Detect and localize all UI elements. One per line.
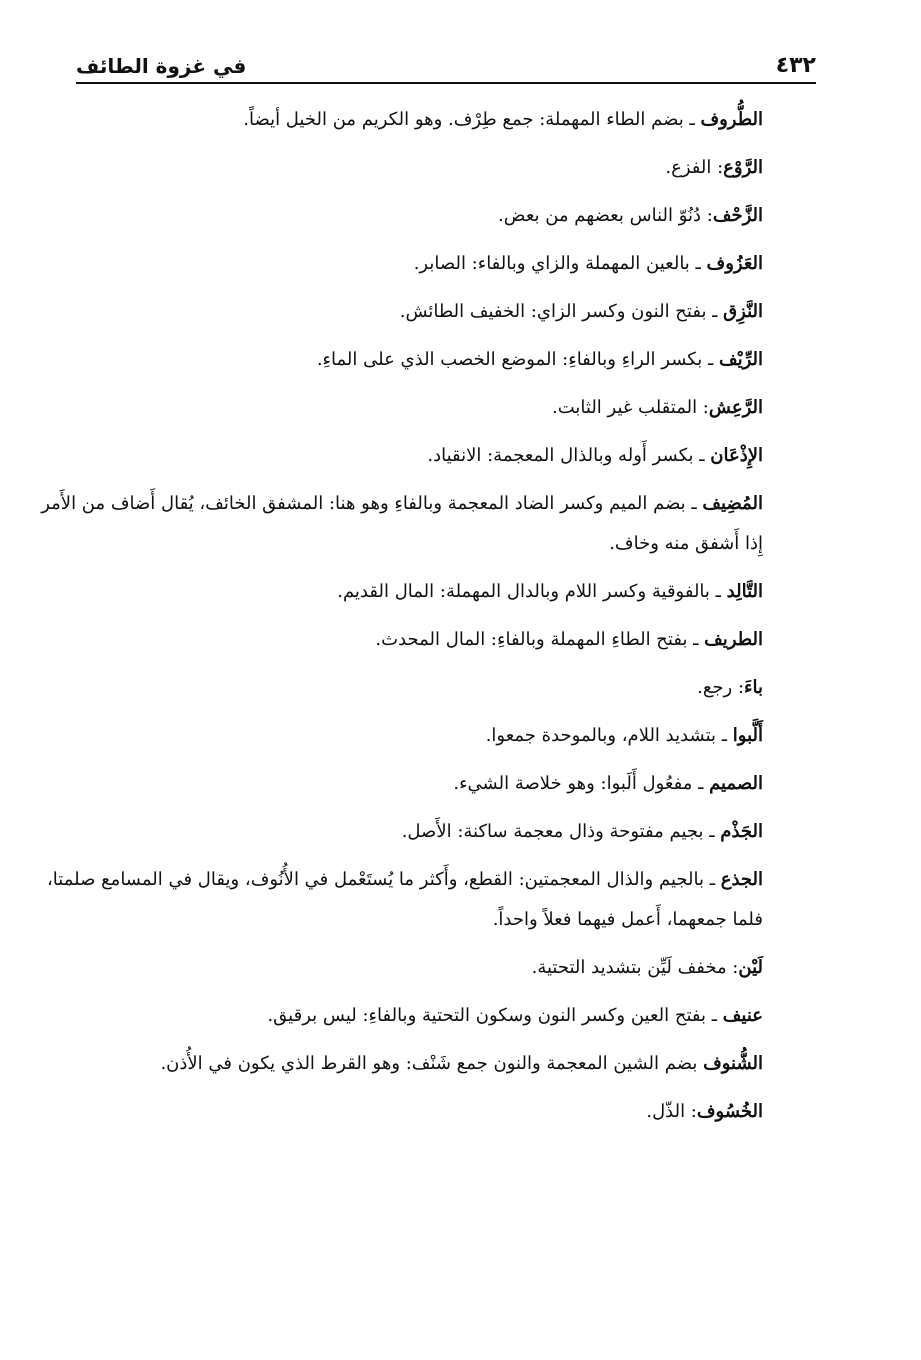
glossary-definition: ـ بفتح النون وكسر الزاي: الخفيف الطائش. <box>399 301 724 322</box>
glossary-definition: ـ بكسر أَوله وبالذال المعجمة: الانقياد. <box>427 445 711 466</box>
glossary-definition: : رجع. <box>697 677 745 698</box>
glossary-term: باءَ <box>744 677 763 698</box>
page-number: ٤٣٢ <box>775 53 816 78</box>
glossary-definition: : دُنُوّ الناس بعضهم من بعض. <box>498 205 713 226</box>
glossary-entry <box>73 288 763 336</box>
glossary-entry <box>73 240 763 288</box>
glossary-definition: بضم الشين المعجمة والنون جمع شَنْف: وهو القرط الذي يكون في الأُذن. <box>160 1053 704 1074</box>
glossary-definition: ـ بالجيم والذال المعجمتين: القطع، وأَكثر ما يُستَعْمل في الأُنُوف، ويقال في المسامع صلمتا، فلما جمعهما، أَعمل فيهما فعلاً واحداً. <box>47 869 763 930</box>
glossary-entry <box>73 568 763 616</box>
page-header <box>76 44 816 84</box>
glossary-list <box>41 96 763 1136</box>
running-title: في غزوة الطائف <box>76 54 247 78</box>
glossary-term: الطُّروف <box>700 109 763 130</box>
glossary-term: النَّزِق <box>723 301 763 322</box>
glossary-definition: ـ بكسر الراءِ وبالفاءِ: الموضع الخصب الذي على الماءِ. <box>316 349 719 370</box>
glossary-term: الجَذْم <box>720 821 763 842</box>
glossary-entry <box>73 144 763 192</box>
glossary-entry <box>73 944 763 992</box>
glossary-entry <box>73 808 763 856</box>
glossary-definition: : الفزع. <box>665 157 724 178</box>
glossary-definition: ـ مفعُول أَلَبوا: وهو خلاصة الشيء. <box>453 773 710 794</box>
glossary-term: أَلَّبوا <box>732 725 763 746</box>
glossary-definition: ـ بجيم مفتوحة وذال معجمة ساكنة: الأَصل. <box>401 821 721 842</box>
glossary-entry <box>23 856 763 944</box>
glossary-entry <box>73 664 763 712</box>
glossary-definition: ـ بالفوقية وكسر اللام وبالدال المهملة: المال القديم. <box>337 581 727 602</box>
glossary-entry <box>73 616 763 664</box>
glossary-term: الرِّيْف <box>718 349 763 370</box>
glossary-definition: ـ بضم الميم وكسر الضاد المعجمة وبالفاءِ وهو هنا: المشفق الخائف، يُقال أَضاف من الأَمر إِذا أَشفق منه وخاف. <box>41 493 763 554</box>
glossary-entry <box>73 384 763 432</box>
glossary-term: الرَّعِش <box>708 397 763 418</box>
glossary-entry <box>73 96 763 144</box>
glossary-term: الصميم <box>709 773 763 794</box>
glossary-term: الزَّحْف <box>712 205 763 226</box>
glossary-term: الإِذْعَان <box>710 445 763 466</box>
glossary-definition: : الذّل. <box>646 1101 697 1122</box>
glossary-entry <box>73 192 763 240</box>
glossary-term: عنيف <box>722 1005 763 1026</box>
glossary-definition: : المتقلب غير الثابت. <box>552 397 709 418</box>
glossary-entry <box>73 1088 763 1136</box>
glossary-entry <box>23 480 763 568</box>
glossary-definition: ـ بفتح الطاءِ المهملة وبالفاءِ: المال المحدث. <box>375 629 705 650</box>
glossary-term: التَّالِد <box>726 581 763 602</box>
glossary-entry <box>73 1040 763 1088</box>
glossary-entry <box>73 712 763 760</box>
glossary-definition: ـ بالعين المهملة والزاي وبالفاء: الصابر. <box>413 253 707 274</box>
glossary-definition: ـ بفتح العين وكسر النون وسكون التحتية وبالفاءِ: ليس برقيق. <box>267 1005 723 1026</box>
glossary-definition: ـ بتشديد اللام، وبالموحدة جمعوا. <box>485 725 733 746</box>
glossary-term: الطريف <box>704 629 763 650</box>
glossary-term: الجذع <box>720 869 763 890</box>
glossary-definition: ـ بضم الطاء المهملة: جمع طِرْف. وهو الكريم من الخيل أيضاً. <box>243 109 701 130</box>
glossary-entry <box>73 432 763 480</box>
glossary-term: العَزُوف <box>706 253 763 274</box>
glossary-term: الرَّوْع <box>723 157 763 178</box>
glossary-term: الشُّنوف <box>703 1053 763 1074</box>
glossary-definition: : مخفف لَيِّن بتشديد التحتية. <box>531 957 739 978</box>
glossary-term: الخُسُوف <box>696 1101 763 1122</box>
glossary-entry <box>73 992 763 1040</box>
glossary-entry <box>73 760 763 808</box>
glossary-term: لَيْن <box>738 957 763 978</box>
glossary-entry <box>73 336 763 384</box>
glossary-term: المُضِيف <box>702 493 763 514</box>
